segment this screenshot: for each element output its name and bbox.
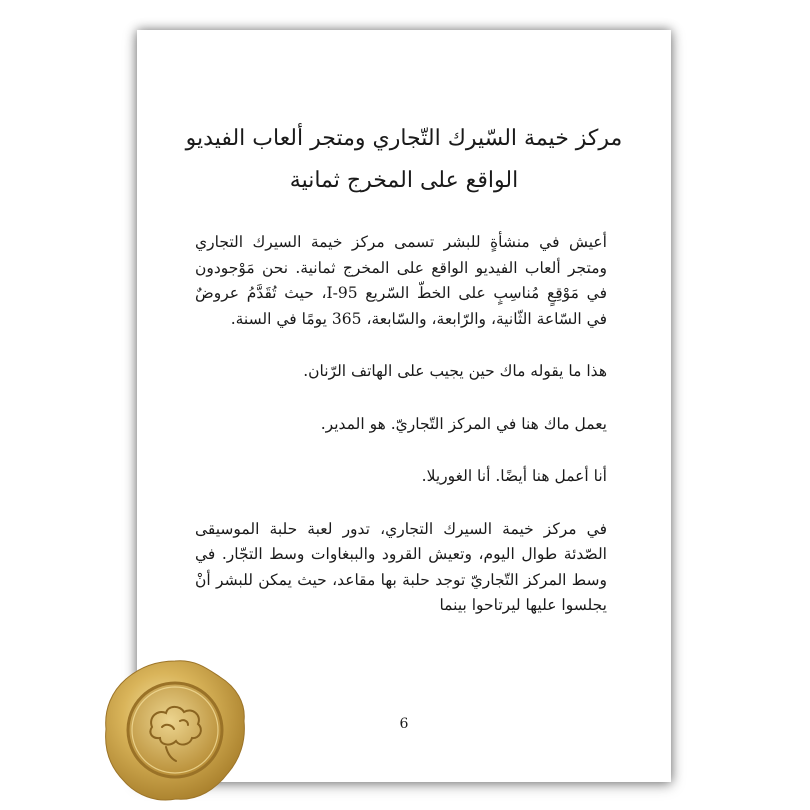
paragraph: في مركز خيمة السيرك التجاري، تدور لعبة حلبة الموسيقى الصّدئة طوال اليوم، وتعيش القرود والببغاوات وسط التجّار. في وسط المركز التّجاريّ توجد حلبة بها مقاعد، حيث يمكن للبشر أنْ يجلسوا عليها ليرتاحوا بينما	[195, 519, 607, 614]
chapter-title	[167, 118, 641, 202]
wax-seal-icon	[100, 655, 250, 805]
paragraph: أعيش في منشأةٍ للبشر تسمى مركز خيمة السيرك التجاري ومتجر ألعاب الفيديو الواقع على المخرج ثمانية. نحن مَوْجودون في مَوْقِعٍ مُناسِبٍ على الخطّ السّريع 95-I، حيث تُقَدَّمُ عروضٌ في السّاعة الثّانية، والرّابعة، والسّابعة، 365 يومًا في السنة.	[195, 233, 607, 328]
chapter-title-line-2: الواقع على المخرج ثمانية	[289, 168, 519, 193]
chapter-title-line-1: مركز خيمة السّيرك التّجاري ومتجر ألعاب الفيديو	[185, 126, 623, 151]
wax-seal-rim	[128, 683, 222, 777]
page-number: 6	[399, 716, 409, 732]
paragraph: يعمل ماك هنا في المركز التّجاريّ. هو المدير.	[320, 414, 607, 433]
paragraph: أنا أعمل هنا أيضًا. أنا الغوريلا.	[421, 467, 607, 485]
paragraph: هذا ما يقوله ماك حين يجيب على الهاتف الرّنان.	[303, 362, 607, 380]
